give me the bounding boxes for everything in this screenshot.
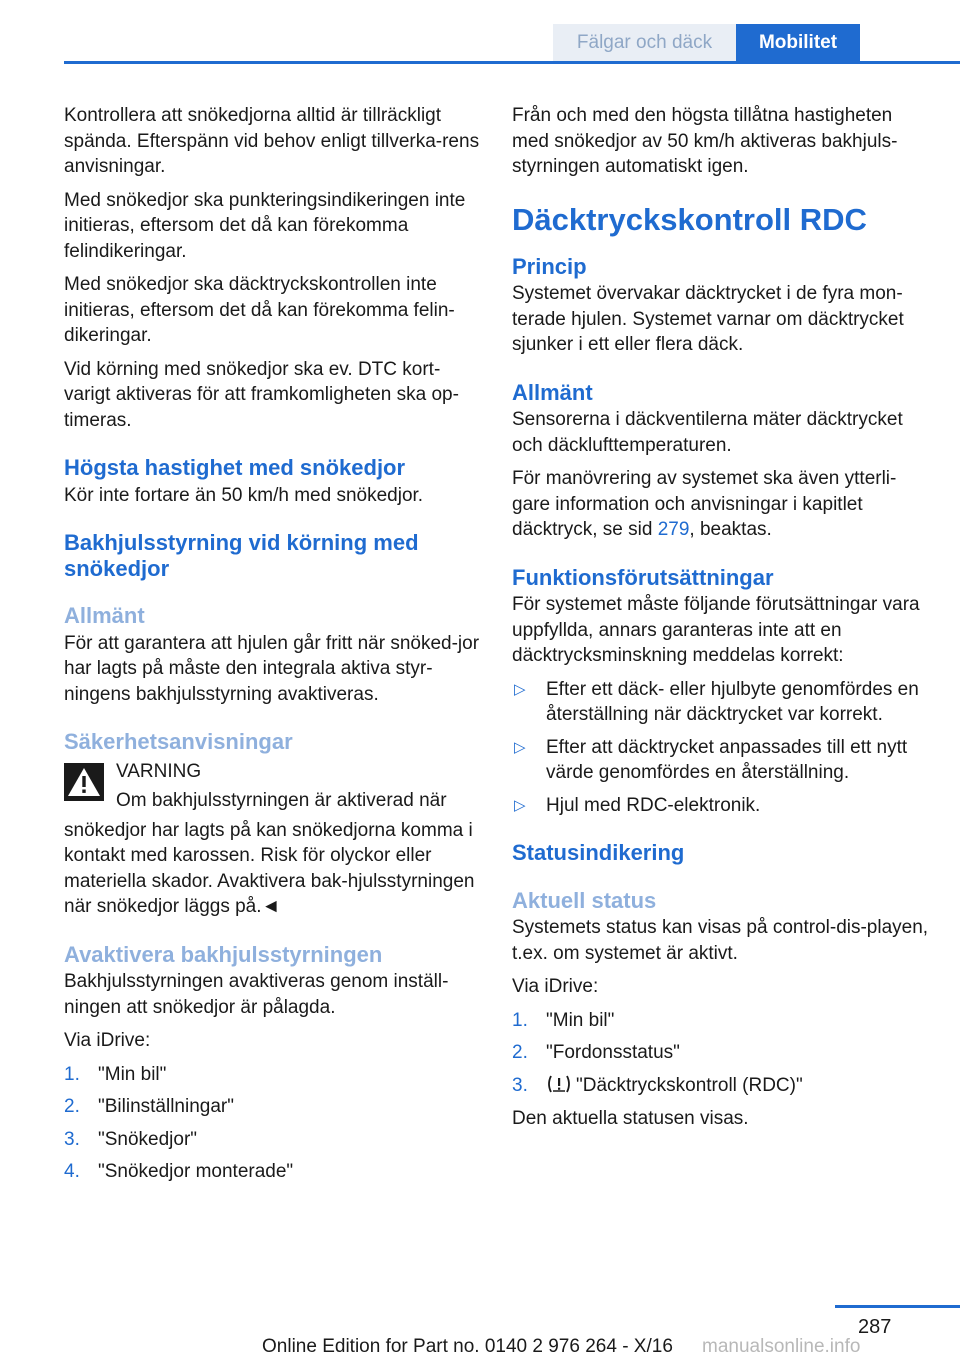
header-rule [64,61,960,64]
paragraph: Systemets status kan visas på control-dis-playen, t.ex. om systemet är aktivt. [512,917,929,964]
list-item [64,1127,484,1153]
step-number: 4. [64,1161,80,1182]
step-text: "Fordonsstatus" [546,1042,680,1063]
step-text: "Däcktryckskontroll (RDC)" [576,1074,803,1096]
subheading-general: Allmänt [64,603,145,628]
edition-text: Online Edition for Part no. 0140 2 976 264 - X/16 [262,1336,673,1357]
list-item [64,1094,484,1120]
section-tab-label: Fälgar och däck [576,32,713,53]
paragraph: Från och med den högsta tillåtna hastigheten med snökedjor av 50 km/h aktiveras bakhjuls-styrningen automatiskt igen. [512,105,898,177]
warning-label: VARNING [116,760,202,782]
list-item [512,735,932,786]
heading-princip: Princip [512,253,587,279]
step-text: "Snökedjor" [98,1128,198,1150]
paragraph: Sensorerna i däckventilerna mäter däcktrycket och däcklufttemperaturen. [512,409,903,456]
paragraph [512,466,932,543]
list-item [512,793,932,819]
paragraph: Vid körning med snökedjor ska ev. DTC kort-varigt aktiveras för att framkomligheten ska op-timeras. [64,358,459,431]
status-steps-list [512,1008,932,1099]
text: , beaktas. [689,519,772,540]
conditions-list [512,677,932,819]
bullet-text: Efter att däcktrycket anpassades till ett nytt värde genomfördes en återställning. [546,736,908,783]
step-text: "Min bil" [98,1063,167,1085]
step-number: 1. [64,1063,80,1085]
list-item [512,1073,932,1099]
heading-general: Allmänt [512,379,593,405]
paragraph: Kontrollera att snökedjorna alltid är tillräckligt spända. Efterspänn vid behov enligt tillverka-rens anvisningar. [64,105,480,177]
heading-status: Statusindikering [512,840,685,865]
triangle-bullet-icon: ▷ [514,680,526,698]
step-text: "Min bil" [546,1009,615,1031]
heading-rdc: Däcktryckskontroll RDC [512,201,867,237]
step-number: 2. [512,1042,528,1063]
page-link[interactable]: 279 [657,519,690,540]
paragraph: Den aktuella statusen visas. [512,1108,749,1129]
chapter-tab-label: Mobilitet [758,32,838,53]
paragraph: Med snökedjor ska punkteringsindikeringen inte initieras, eftersom det då kan förekomma felindikeringar. [64,189,466,262]
paragraph: Bakhjulsstyrningen avaktiveras genom inställ-ningen att snökedjor är pålagda. [64,971,449,1018]
tire-pressure-icon [546,1074,572,1094]
text: För manövrering av systemet ska även ytterli-gare information och anvisningar i kapitlet däcktryck, se sid [512,468,897,540]
watermark: manualsonline.info [702,1336,861,1357]
triangle-bullet-icon: ▷ [514,796,526,814]
warning-triangle-icon [64,763,104,801]
step-text: "Bilinställningar" [98,1096,234,1117]
section-tab[interactable] [553,24,736,62]
triangle-bullet-icon: ▷ [514,738,526,756]
chapter-tab[interactable] [736,24,860,62]
list-item [512,1040,932,1066]
list-item [64,1062,484,1088]
list-item [64,1159,484,1185]
warning-box [64,759,484,920]
step-number: 3. [64,1128,80,1150]
step-number: 3. [512,1074,528,1096]
bullet-text: Efter ett däck- eller hjulbyte genomfördes en återställning när däcktrycket var korrekt. [546,678,919,725]
paragraph: För att garantera att hjulen går fritt när snöked-jor har lagts på måste den integrala aktiva styr-ningens bakhjulsstyrning avaktiveras. [64,632,480,705]
paragraph: Systemet övervakar däcktrycket i de fyra mon-terade hjulen. Systemet varnar om däcktrycket sjunker i ett eller flera däck. [512,283,904,355]
subheading-current-status: Aktuell status [512,887,657,913]
step-number: 2. [64,1096,80,1117]
list-item [512,677,932,728]
left-column [64,103,484,1193]
bullet-text: Hjul med RDC-elektronik. [546,794,761,816]
paragraph: Via iDrive: [64,1030,151,1051]
subheading-deactivate: Avaktivera bakhjulsstyrningen [64,941,383,967]
step-text: "Snökedjor monterade" [98,1161,294,1182]
list-item [512,1008,932,1034]
heading-conditions: Funktionsförutsättningar [512,564,774,590]
paragraph: För systemet måste följande förutsättningar vara uppfyllda, annars garanteras inte att en däcktrycksminskning meddelas korrekt: [512,594,920,666]
subheading-safety: Säkerhetsanvisningar [64,729,293,754]
paragraph: Kör inte fortare än 50 km/h med snökedjor. [64,484,424,506]
paragraph: Med snökedjor ska däcktryckskontrollen inte initieras, eftersom det då kan förekomma felin-dikeringar. [64,274,455,346]
heading-max-speed: Högsta hastighet med snökedjor [64,455,406,480]
heading-rear-steering: Bakhjulsstyrning vid körning med snökedjor [64,530,419,581]
right-column [512,103,932,1140]
step-number: 1. [512,1009,528,1031]
warning-text: Om bakhjulsstyrningen är aktiverad när [116,790,447,811]
idrive-steps-list [64,1062,484,1185]
paragraph: Via iDrive: [512,976,599,997]
page-number: 287 [858,1316,892,1338]
footer-rule [835,1305,960,1308]
warning-text-continued: snökedjor har lagts på kan snökedjorna komma i kontakt med karossen. Risk för olyckor eller materiella skador. Avaktivera bak-hjulsstyrningen när snökedjor läggs på.◄ [64,819,475,917]
